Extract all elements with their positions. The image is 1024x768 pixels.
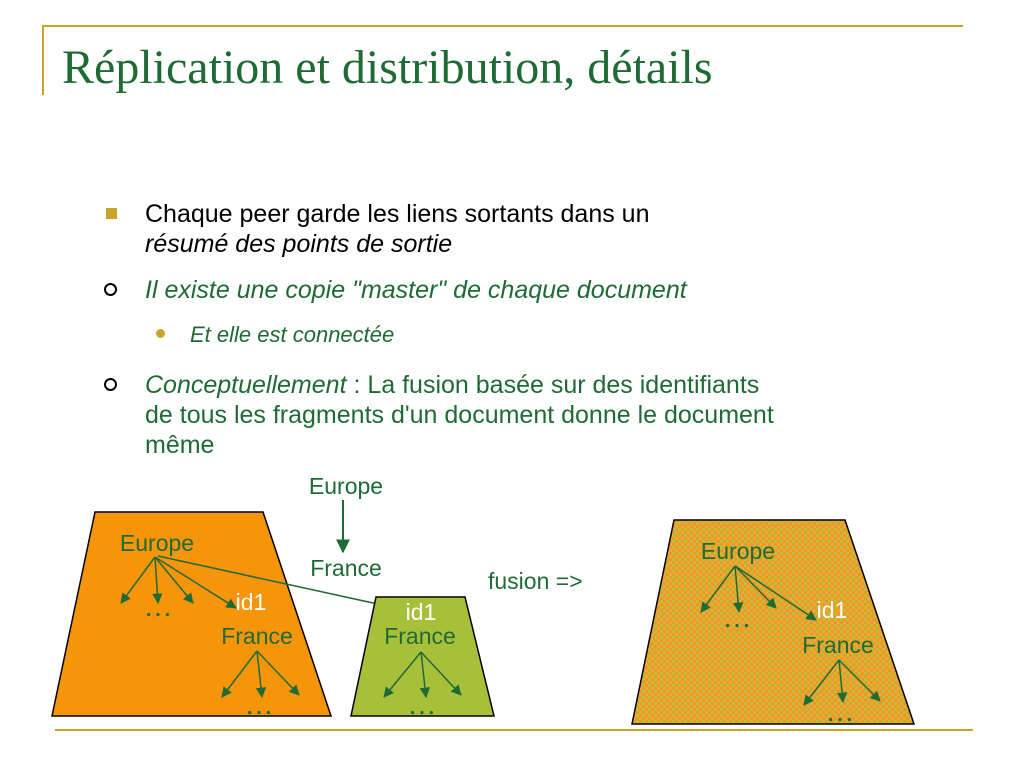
top-france-label: France xyxy=(310,555,382,581)
bullet-1-line-2: résumé des points de sortie xyxy=(145,230,453,258)
slide-title: Réplication et distribution, détails xyxy=(62,41,713,94)
bullet-2: Il existe une copie "master" de chaque document xyxy=(145,276,687,304)
left-france-label: France xyxy=(221,623,293,649)
fusion-label: fusion => xyxy=(488,568,583,594)
left-id-label: id1 xyxy=(235,589,267,615)
bullet-3-line-3: même xyxy=(145,431,215,459)
right-france-label: France xyxy=(802,632,874,658)
bullet-3-emphasis: Conceptuellement xyxy=(145,371,347,399)
bullet-1-line-1: Chaque peer garde les liens sortants dans un xyxy=(145,200,650,228)
right-ellipsis-2: … xyxy=(826,697,854,728)
right-id-label: id1 xyxy=(816,597,848,623)
left-ellipsis-1: … xyxy=(144,592,172,623)
right-europe-label: Europe xyxy=(700,538,776,564)
middle-ellipsis: … xyxy=(408,690,436,721)
bullet-3-line-2: de tous les fragments d'un document donne le document xyxy=(145,401,774,429)
bullet-2-sub: Et elle est connectée xyxy=(190,322,395,347)
middle-id-label: id1 xyxy=(405,599,437,625)
middle-france-label: France xyxy=(384,623,456,649)
top-europe-label: Europe xyxy=(308,473,384,499)
right-ellipsis-1: … xyxy=(723,603,751,634)
left-ellipsis-2: … xyxy=(245,690,273,721)
left-europe-label: Europe xyxy=(119,530,195,556)
bullet-3-line-1: : La fusion basée sur des identifiants xyxy=(346,371,760,399)
